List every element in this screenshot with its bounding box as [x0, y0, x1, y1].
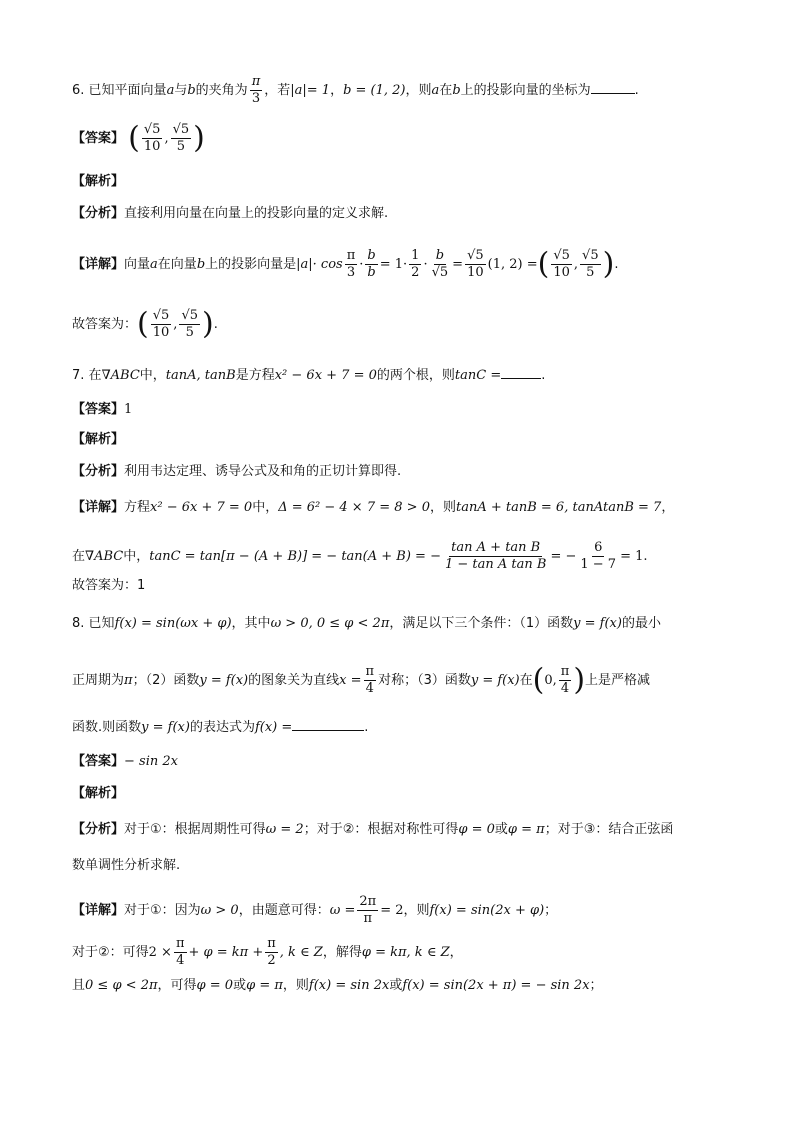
- text: 在向量: [157, 257, 197, 272]
- answer-label: 【答案】: [72, 402, 125, 417]
- text: 上是严格减: [585, 673, 651, 688]
- detail-label: 【详解】: [72, 500, 125, 515]
- text: 且: [72, 978, 86, 993]
- denominator: 10: [152, 325, 170, 340]
- fraction: [357, 894, 378, 927]
- math-expr: 0 ≤ φ < 2π: [85, 978, 158, 993]
- fraction: [559, 664, 572, 697]
- math-expr: φ = π: [507, 822, 545, 837]
- numerator: √5: [172, 122, 190, 137]
- comma: ,: [173, 317, 178, 332]
- math-expr: , k ∈ Z: [279, 945, 323, 960]
- denominator: π: [363, 911, 373, 926]
- denominator: 2: [411, 265, 420, 280]
- math-expr: f(x) = sin(2x + φ): [429, 903, 545, 918]
- text: ，若: [264, 83, 291, 98]
- math-expr: φ = 0: [196, 978, 234, 993]
- fraction: [580, 248, 601, 281]
- answer-6: [72, 122, 734, 155]
- question-6: [72, 74, 734, 107]
- math-expr: f(x) = sin 2x: [308, 978, 390, 993]
- denominator: 5: [586, 265, 595, 280]
- text: 对于②：可得: [72, 945, 149, 960]
- detail-8b: [72, 936, 734, 969]
- math-expr: ω > 0, 0 ≤ φ < 2π: [270, 616, 390, 631]
- math-expr: y = f(x): [470, 673, 520, 688]
- detail-8c: [72, 976, 734, 996]
- denominator: 3: [346, 265, 356, 280]
- numerator: b: [435, 248, 445, 263]
- fraction: [409, 248, 421, 281]
- numerator: √5: [553, 248, 570, 263]
- math-expr: y = f(x): [573, 616, 622, 631]
- math-expr: φ = 0: [458, 822, 495, 837]
- denominator: 10: [553, 265, 570, 280]
- math-expr: x =: [339, 673, 362, 688]
- text: 已知平面向量: [88, 83, 167, 98]
- fraction: [179, 308, 200, 341]
- text: ，则: [429, 500, 456, 515]
- denominator: 4: [176, 953, 185, 968]
- text: 中，: [252, 500, 279, 515]
- text: ，其中: [231, 616, 271, 631]
- answer-blank: [591, 79, 635, 94]
- numerator: √5: [181, 308, 198, 323]
- math-expr: y = f(x): [199, 673, 249, 688]
- text: 与: [174, 83, 188, 98]
- denominator: 5: [185, 325, 194, 340]
- question-8-line2: 正周期为π；（2）函数y = f(x)的图象关为直线x = $\frac{\pi}{4}$ 对称；（3）函数y = f(x)在(0, $\frac{\pi}{4}$ )上是严格减: [72, 662, 651, 698]
- fraction: [364, 664, 377, 697]
- fenxi-label: 【分析】: [72, 206, 125, 221]
- text: 在: [72, 549, 86, 564]
- text: .: [634, 83, 639, 98]
- text: ，: [449, 945, 463, 960]
- math-expr: = 1.: [620, 549, 648, 564]
- question-number: 6.: [72, 83, 85, 98]
- text: 的两个根，则: [376, 368, 455, 383]
- question-number: 8.: [72, 616, 85, 631]
- text: 的最小: [621, 616, 661, 631]
- fraction: [465, 248, 486, 281]
- text: 上的投影向量的坐标为: [460, 83, 591, 98]
- math-expr: f(x) = sin(2x + π) = − sin 2x: [402, 978, 590, 993]
- numerator: √5: [467, 248, 484, 263]
- math-expr: ∇ABC: [85, 549, 124, 564]
- question-number: 7.: [72, 368, 85, 383]
- fenxi-8: [72, 820, 734, 840]
- vector-b: b: [452, 83, 461, 98]
- fraction: [265, 936, 278, 969]
- text: .: [614, 257, 619, 272]
- math-expr: y = f(x): [141, 720, 190, 735]
- fraction: [430, 248, 451, 281]
- equals: =: [452, 257, 464, 272]
- math-expr: Δ = 6² − 4 × 7 = 8 > 0: [278, 500, 430, 515]
- fenxi-text: 利用韦达定理、诱导公式及和角的正切计算即得.: [124, 464, 402, 479]
- text: ；: [589, 978, 603, 993]
- math-expr: |a|· cos: [296, 257, 343, 272]
- conclude-7: 故答案为：1: [72, 578, 146, 593]
- numerator: √5: [143, 122, 161, 137]
- text: ；: [544, 903, 558, 918]
- numerator: π: [346, 248, 356, 263]
- text: 是方程: [235, 368, 275, 383]
- answer-label: 【答案】: [72, 754, 125, 769]
- detail-7: [72, 498, 734, 518]
- detail-label: 【详解】: [72, 257, 125, 272]
- detail-7b: [72, 540, 734, 573]
- answer-blank: [292, 716, 364, 731]
- math-expr: ω =: [329, 903, 356, 918]
- math-expr: 0,: [544, 673, 557, 688]
- answer-label: 【答案】: [72, 131, 125, 146]
- text: 或: [494, 822, 508, 837]
- math-expr: = 1·: [379, 257, 408, 272]
- analysis-heading: 【解析】: [72, 174, 125, 189]
- fenxi-text: 直接利用向量在向量上的投影向量的定义求解.: [124, 206, 389, 221]
- text: 在: [519, 673, 533, 688]
- numerator: 1: [411, 248, 420, 263]
- denominator: 3: [251, 91, 261, 106]
- vector-a: a: [166, 83, 175, 98]
- text: ，满足以下三个条件：（1）函数: [389, 616, 574, 631]
- denominator: 10: [467, 265, 484, 280]
- denominator: 4: [365, 681, 374, 696]
- numerator: 2π: [359, 894, 377, 909]
- numerator: √5: [152, 308, 170, 323]
- text: ，由题意可得：: [238, 903, 330, 918]
- fraction: [578, 540, 618, 573]
- answer-8: [72, 752, 734, 772]
- vector-a: a: [431, 83, 440, 98]
- math-expr: tanA, tanB: [165, 368, 236, 383]
- question-7: [72, 364, 734, 386]
- comma: ,: [573, 257, 579, 272]
- text: ，则: [403, 903, 430, 918]
- math-expr: = 2: [380, 903, 404, 918]
- numerator: π: [365, 664, 375, 679]
- question-8-line3: [72, 716, 734, 738]
- paren-open: (: [128, 120, 140, 156]
- fenxi-7: [72, 462, 734, 482]
- text: 正周期为: [72, 673, 125, 688]
- conclude-6: 故答案为：( $\frac{√5}{10}$ , $\frac{√5}{5}$ ).: [72, 306, 218, 342]
- math-expr: b = (1, 2): [343, 83, 406, 98]
- text: 在: [439, 83, 453, 98]
- vector-b: b: [187, 83, 196, 98]
- text: 在: [88, 368, 102, 383]
- text: 方程: [124, 500, 151, 515]
- text: .: [213, 317, 218, 332]
- fenxi-label: 【分析】: [72, 464, 125, 479]
- text: .: [541, 368, 546, 383]
- text: 函数.则函数: [72, 720, 142, 735]
- denominator: 5: [176, 139, 185, 154]
- paren-close: ): [193, 120, 205, 156]
- text: 对称；（3）函数: [378, 673, 471, 688]
- text: 或: [389, 978, 403, 993]
- math-expr: (1, 2) =: [487, 257, 538, 272]
- math-expr: = −: [550, 549, 577, 564]
- fraction: [151, 308, 172, 341]
- numerator: b: [367, 248, 376, 263]
- text: ，: [661, 500, 675, 515]
- denominator: 2: [267, 953, 276, 968]
- math-expr: x² − 6x + 7 = 0: [274, 368, 377, 383]
- denominator: 10: [143, 139, 161, 154]
- math-expr: ∇ABC: [101, 368, 140, 383]
- text: 对于①：根据周期性可得: [124, 822, 266, 837]
- text: 的图象关为直线: [248, 673, 340, 688]
- math-expr: f(x) = sin(ωx + φ): [114, 616, 232, 631]
- text: ；对于②：根据对称性可得: [303, 822, 459, 837]
- text: .: [364, 720, 369, 735]
- analysis-heading: 【解析】: [72, 432, 125, 447]
- text: ，解得: [322, 945, 362, 960]
- detail-label: 【详解】: [72, 903, 125, 918]
- text: 中，: [139, 368, 166, 383]
- analysis-heading: 【解析】: [72, 786, 125, 801]
- text: 已知: [88, 616, 115, 631]
- fraction: [174, 936, 187, 969]
- text: ，: [330, 83, 344, 98]
- numerator: √5: [582, 248, 599, 263]
- vector-b: b: [196, 257, 206, 272]
- text: 上的投影向量是: [205, 257, 297, 272]
- math-expr: x² − 6x + 7 = 0: [150, 500, 253, 515]
- text: 或: [233, 978, 247, 993]
- text: 对于①：因为: [124, 903, 201, 918]
- text: ，可得: [157, 978, 197, 993]
- fenxi-6: [72, 204, 734, 224]
- vector-a: a: [150, 257, 158, 272]
- math-expr: π: [124, 673, 133, 688]
- fraction: [365, 248, 377, 281]
- answer-7: [72, 400, 734, 420]
- fenxi-label: 【分析】: [72, 822, 125, 837]
- math-expr: ω = 2: [265, 822, 304, 837]
- math-expr: tanC =: [454, 368, 502, 383]
- fraction: [171, 122, 192, 155]
- numerator: tan A + tan B: [451, 540, 541, 555]
- text: 向量: [124, 257, 151, 272]
- fraction: [345, 248, 358, 281]
- math-expr: 2 ×: [148, 945, 172, 960]
- denominator: √5: [431, 265, 449, 280]
- text: 的夹角为: [195, 83, 248, 98]
- math-expr: tanC = tan[π − (A + B)] = − tan(A + B) = −: [149, 549, 441, 564]
- fraction: [551, 248, 572, 281]
- denominator: b: [367, 265, 376, 280]
- fraction: [142, 122, 163, 155]
- text: ；（2）函数: [132, 673, 200, 688]
- fraction: [443, 540, 548, 573]
- answer-blank: [501, 364, 541, 379]
- text: 的表达式为: [189, 720, 255, 735]
- fenxi-8-cont: 数单调性分析求解.: [72, 858, 181, 873]
- numerator: π: [560, 664, 570, 679]
- detail-8: [72, 894, 734, 927]
- text: 中，: [123, 549, 150, 564]
- math-expr: |a|= 1: [290, 83, 331, 98]
- numerator: π: [175, 936, 185, 951]
- denominator: 4: [560, 681, 570, 696]
- math-expr: φ = π: [246, 978, 283, 993]
- text: 故答案为：: [72, 317, 138, 332]
- denominator: 1 − 7: [580, 557, 617, 572]
- math-expr: tanA + tanB = 6, tanAtanB = 7: [455, 500, 662, 515]
- numerator: 6: [594, 540, 603, 555]
- fraction-pi-over-3: [250, 74, 263, 107]
- text: ，则: [282, 978, 309, 993]
- answer-value: 1: [124, 402, 133, 417]
- question-8: [72, 614, 734, 634]
- denominator: 1 − tan A tan B: [444, 557, 547, 572]
- answer-value: − sin 2x: [124, 754, 178, 769]
- comma: ,: [164, 131, 169, 146]
- math-expr: φ = kπ, k ∈ Z: [361, 945, 450, 960]
- text: ；对于③：结合正弦函: [544, 822, 674, 837]
- detail-6: 【详解】向量a在向量b上的投影向量是|a|· cos $\frac{\pi}{3}$ · $\frac{b}{b}$ = 1· $\frac{1}{2}$ · $\frac{b}{√5}$ = $\frac{√5}{10}$ (1, 2) =( $\frac{√5}{10}$ , $\frac{√5}{5}$ ).: [72, 246, 619, 282]
- numerator: π: [251, 74, 261, 89]
- math-expr: f(x) =: [254, 720, 293, 735]
- math-expr: + φ = kπ +: [188, 945, 264, 960]
- math-expr: ω > 0: [200, 903, 239, 918]
- numerator: π: [267, 936, 276, 951]
- text: ，则: [405, 83, 432, 98]
